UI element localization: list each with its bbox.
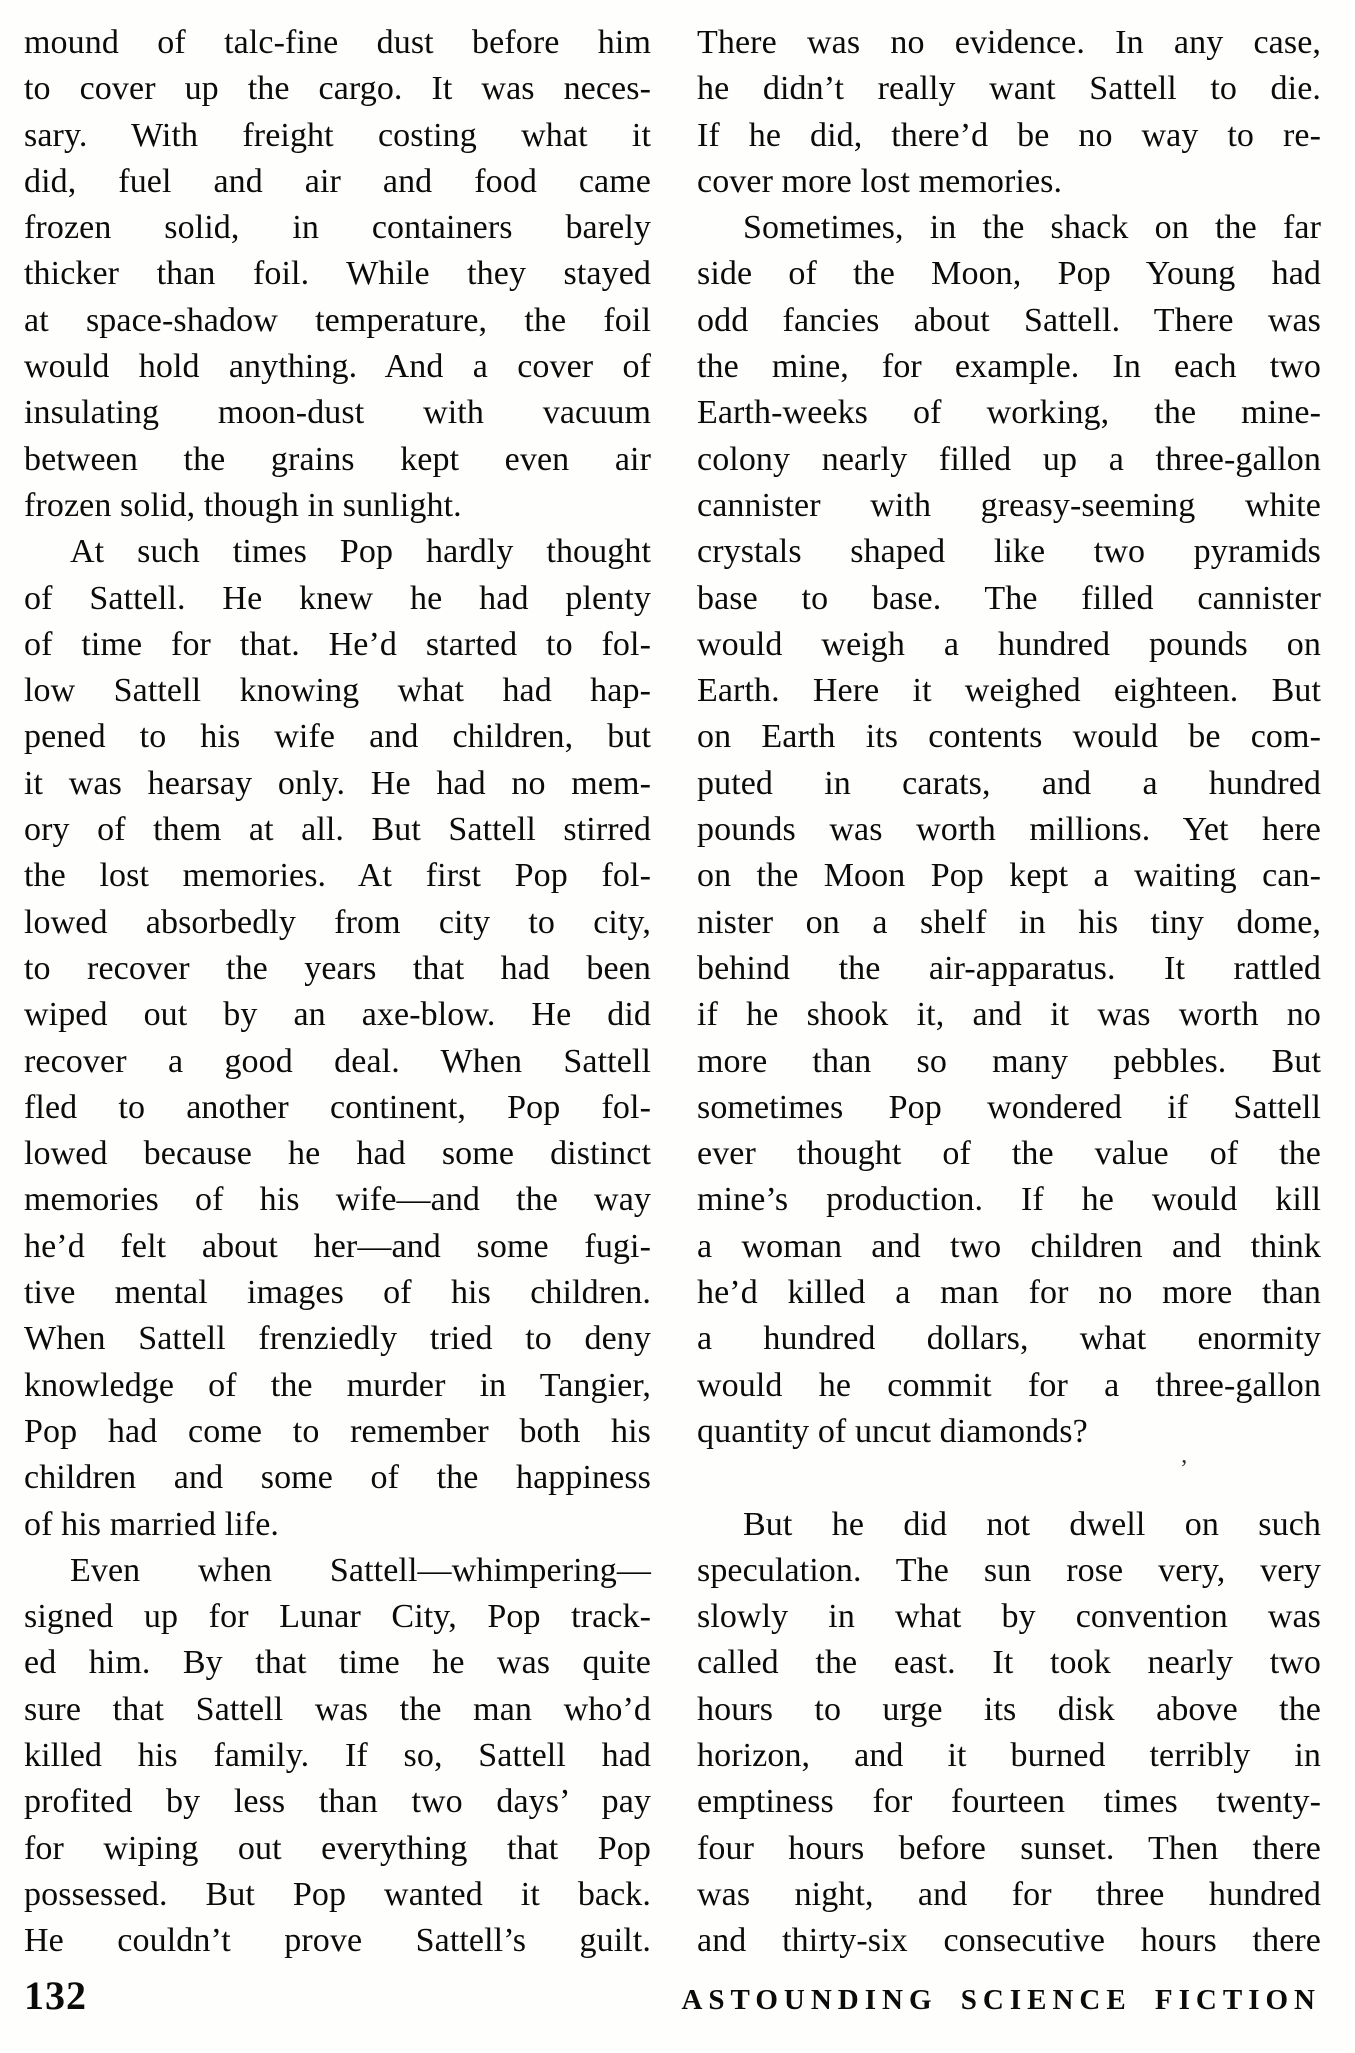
text-line: nister on a shelf in his tiny dome, [697,903,1321,941]
text-line: speculation. The sun rose very, very [697,1551,1321,1589]
text-line: pened to his wife and children, but [24,718,651,756]
text-line: ever thought of the value of the [697,1135,1321,1173]
text-line: to cover up the cargo. It was neces- [24,70,651,108]
text-line: wiped out by an axe-blow. He did [24,996,651,1034]
text-line: if he shook it, and it was worth no [697,996,1321,1034]
text-line: ory of them at all. But Sattell stirred [24,811,651,849]
text-line: But he did not dwell on such [743,1505,1321,1543]
magazine-title: ASTOUNDING SCIENCE FICTION [681,1984,1321,2016]
text-line: If he did, there’d be no way to re- [697,116,1321,154]
text-line: called the east. It took nearly two [697,1644,1321,1682]
text-line: Earth-weeks of working, the mine- [697,394,1321,432]
text-line: signed up for Lunar City, Pop track- [24,1598,651,1636]
text-line: There was no evidence. In any case, [697,24,1321,61]
ink-speck: ’ [1180,1456,1189,1483]
text-line: recover a good deal. When Sattell [24,1042,651,1080]
text-line: was night, and for three hundred [697,1875,1321,1913]
text-line: children and some of the happiness [24,1459,651,1497]
text-line: insulating moon-dust with vacuum [24,394,651,432]
text-line: odd fancies about Sattell. There was [697,301,1321,339]
text-line: hours to urge its disk above the [697,1690,1321,1728]
text-line: side of the Moon, Pop Young had [697,255,1321,293]
text-line: He couldn’t prove Sattell’s guilt. [24,1922,651,1960]
text-line: between the grains kept even air [24,440,651,478]
page-footer [24,1972,1321,2019]
text-line: a hundred dollars, what enormity [697,1320,1321,1358]
text-line: mine’s production. If he would kill [697,1181,1321,1219]
text-line: ed him. By that time he was quite [24,1644,651,1682]
text-line: would hold anything. And a cover of [24,348,651,386]
text-line: Even when Sattell—whimpering— [70,1551,651,1589]
text-line: When Sattell frenziedly tried to deny [24,1320,651,1358]
text-line: at space-shadow temperature, the foil [24,301,651,339]
text-line: sure that Sattell was the man who’d [24,1690,651,1728]
text-line: on the Moon Pop kept a waiting can- [697,857,1321,895]
text-line: low Sattell knowing what had hap- [24,672,651,710]
text-line: colony nearly filled up a three-gallon [697,440,1321,478]
text-column-right [697,20,1321,1964]
text-line: possessed. But Pop wanted it back. [24,1875,651,1913]
text-line: of his married life. [24,1505,280,1543]
text-line: would weigh a hundred pounds on [697,625,1321,663]
text-line: sary. With freight costing what it [24,116,651,154]
text-line: four hours before sunset. Then there [697,1829,1321,1867]
text-line: profited by less than two days’ pay [24,1783,651,1821]
text-line: lowed because he had some distinct [24,1135,651,1173]
text-line: lowed absorbedly from city to city, [24,903,651,941]
page-number: 132 [24,1973,87,2018]
text-line: Pop had come to remember both his [24,1412,651,1450]
text-line: sometimes Pop wondered if Sattell [697,1088,1321,1126]
text-line: At such times Pop hardly thought [70,533,651,571]
text-line: for wiping out everything that Pop [24,1829,651,1867]
text-line: frozen solid, in containers barely [24,209,651,247]
text-line: the mine, for example. In each two [697,348,1321,386]
text-line: cover more lost memories. [697,162,1063,200]
text-line: crystals shaped like two pyramids [697,533,1321,571]
text-line: memories of his wife—and the way [24,1181,651,1219]
text-line: emptiness for fourteen times twenty- [697,1783,1321,1821]
text-line: the lost memories. At first Pop fol- [24,857,651,895]
text-line: base to base. The filled cannister [697,579,1321,617]
text-line: knowledge of the murder in Tangier, [24,1366,651,1404]
text-line: mound of talc-fine dust before him [24,24,651,61]
text-line: cannister with greasy-seeming white [697,486,1321,524]
text-line: thicker than foil. While they stayed [24,255,651,293]
text-column-left [24,20,651,1964]
section-break [697,1455,1321,1501]
text-line: did, fuel and air and food came [24,162,651,200]
text-line: of Sattell. He knew he had plenty [24,579,651,617]
text-line: slowly in what by convention was [697,1598,1321,1636]
text-line: on Earth its contents would be com- [697,718,1321,756]
text-line: of time for that. He’d started to fol- [24,625,651,663]
text-line: fled to another continent, Pop fol- [24,1088,651,1126]
text-line: quantity of uncut diamonds? [697,1412,1088,1450]
text-line: to recover the years that had been [24,949,651,987]
text-line: would he commit for a three-gallon [697,1366,1321,1404]
text-line: Earth. Here it weighed eighteen. But [697,672,1321,710]
text-line: and thirty-six consecutive hours there [697,1922,1321,1960]
text-line: he didn’t really want Sattell to die. [697,70,1321,108]
text-line: more than so many pebbles. But [697,1042,1321,1080]
text-line: a woman and two children and think [697,1227,1321,1265]
text-line: tive mental images of his children. [24,1274,651,1312]
text-line: killed his family. If so, Sattell had [24,1736,651,1774]
text-line: it was hearsay only. He had no mem- [24,764,651,802]
text-line: puted in carats, and a hundred [697,764,1321,802]
text-line: behind the air-apparatus. It rattled [697,949,1321,987]
text-line: Sometimes, in the shack on the far [743,209,1321,247]
text-line: horizon, and it burned terribly in [697,1736,1321,1774]
text-line: frozen solid, though in sunlight. [24,486,462,524]
text-line: pounds was worth millions. Yet here [697,811,1321,849]
text-line: he’d felt about her—and some fugi- [24,1227,651,1265]
text-line: he’d killed a man for no more than [697,1274,1321,1312]
